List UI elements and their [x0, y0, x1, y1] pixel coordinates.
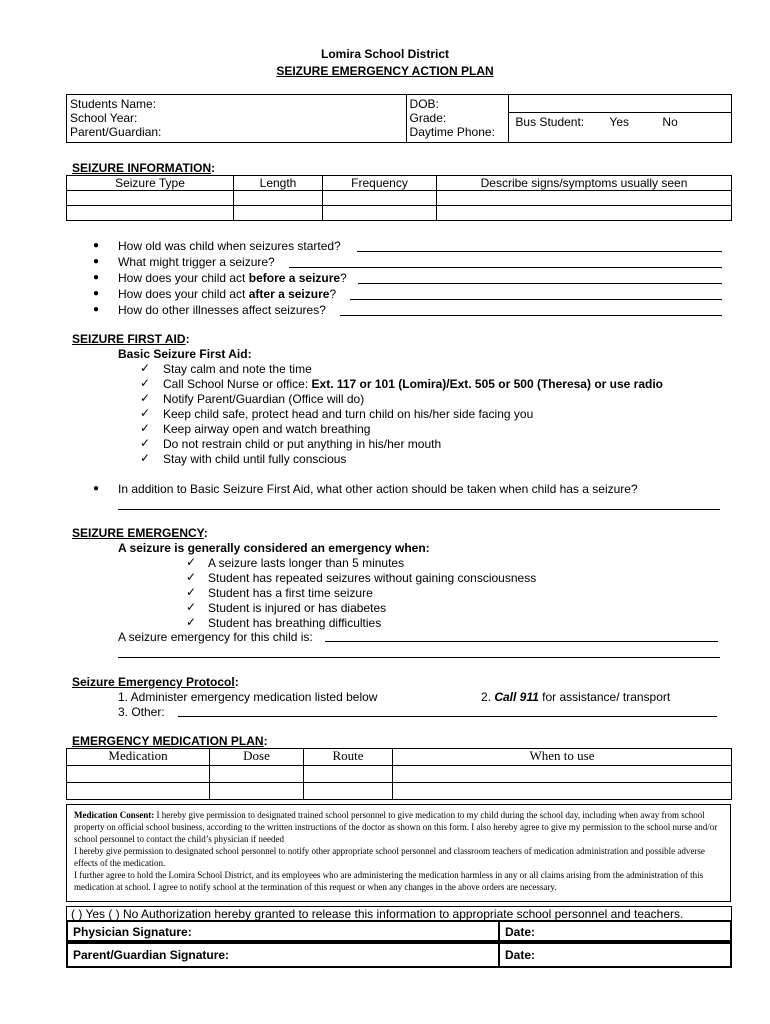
med-plan-heading: EMERGENCY MEDICATION PLAN: — [72, 734, 268, 748]
parent-signature-field[interactable] — [66, 942, 500, 968]
consent-paragraph-2: I hereby give permission to designated school personnel to notify other appropriate school personnel and classroom teachers of medication administration and possible adverse effects of the medication. — [74, 846, 705, 868]
question-illnesses: How do other illnesses affect seizures? — [118, 303, 326, 317]
bullet-icon: ● — [93, 483, 100, 494]
consent-paragraph-1: Medication Consent: I hereby give permission to designated trained school personnel to give medication to my child during the school day, including when away from school property on official school business, according to the written instructions of the doctor as shown on this form. I also hereby agree to give my permission to the school nurse and/or school personnel to contact the child’s physician if needed — [74, 810, 718, 844]
check-icon: ✓ — [186, 570, 197, 584]
col-length: Length — [234, 176, 323, 191]
check-icon: ✓ — [140, 361, 151, 375]
additional-action-question: In addition to Basic Seizure First Aid, what other action should be taken when child has a seizure? — [118, 482, 638, 496]
consent-paragraph-3: I further agree to hold the Lomira School District, and its employees who are administering the medication harmless in any or all claims arising from the administration of this medication at school. I agree to notify school at the termination of this request or when any changes in the above orders are necessary. — [74, 870, 704, 892]
bullet-icon: ● — [93, 304, 100, 315]
authorization-text[interactable]: ( ) Yes ( ) No Authorization hereby granted to release this information to appropriate school personnel and teachers. — [71, 907, 684, 921]
emergency-item: Student has breathing difficulties — [208, 616, 382, 630]
col-when-to-use: When to use — [393, 749, 732, 766]
authorization-row — [66, 906, 732, 920]
answer-line[interactable] — [178, 716, 717, 717]
check-icon: ✓ — [186, 585, 197, 599]
med-cell[interactable] — [304, 783, 393, 800]
bus-no-option[interactable]: No — [662, 115, 678, 129]
bullet-icon: ● — [93, 272, 100, 283]
physician-date-field[interactable] — [498, 920, 732, 942]
first-aid-item: Keep airway open and watch breathing — [163, 422, 371, 436]
seizure-cell[interactable] — [234, 191, 323, 206]
med-cell[interactable] — [67, 783, 210, 800]
answer-line[interactable] — [118, 509, 720, 510]
bullet-icon: ● — [93, 240, 100, 251]
grade-label: Grade: — [409, 111, 447, 125]
med-cell[interactable] — [210, 766, 304, 783]
page-title: SEIZURE EMERGENCY ACTION PLAN — [276, 64, 494, 78]
protocol-item-1[interactable]: 1. Administer emergency medication listed below — [118, 690, 378, 704]
check-icon: ✓ — [140, 376, 151, 390]
first-aid-item: Stay with child until fully conscious — [163, 452, 347, 466]
question-before: How does your child act before a seizure? — [118, 271, 347, 285]
protocol-item-3[interactable]: 3. Other: — [118, 705, 165, 719]
col-frequency: Frequency — [323, 176, 437, 191]
emergency-item: A seizure lasts longer than 5 minutes — [208, 556, 405, 570]
question-after: How does your child act after a seizure? — [118, 287, 337, 301]
check-icon: ✓ — [140, 406, 151, 420]
seizure-cell[interactable] — [437, 191, 732, 206]
check-icon: ✓ — [140, 451, 151, 465]
med-cell[interactable] — [67, 766, 210, 783]
med-cell[interactable] — [210, 783, 304, 800]
check-icon: ✓ — [186, 555, 197, 569]
protocol-item-2[interactable]: 2. Call 911 for assistance/ transport — [481, 690, 671, 704]
answer-line[interactable] — [350, 299, 722, 300]
question-trigger: What might trigger a seizure? — [118, 255, 275, 269]
med-cell[interactable] — [393, 766, 732, 783]
emergency-subheading: A seizure is generally considered an emergency when: — [118, 541, 430, 555]
emergency-item: Student is injured or has diabetes — [208, 601, 387, 615]
col-seizure-type: Seizure Type — [67, 176, 234, 191]
col-route: Route — [304, 749, 393, 766]
first-aid-item: Keep child safe, protect head and turn child on his/her side facing you — [163, 407, 534, 421]
col-signs: Describe signs/symptoms usually seen — [437, 176, 732, 191]
bus-student-label: Bus Student: — [515, 115, 585, 129]
first-aid-item: Do not restrain child or put anything in his/her mouth — [163, 437, 442, 451]
emergency-heading: SEIZURE EMERGENCY: — [72, 526, 208, 540]
med-cell[interactable] — [393, 783, 732, 800]
protocol-heading: Seizure Emergency Protocol: — [72, 675, 239, 689]
physician-signature-field[interactable] — [66, 920, 500, 942]
first-aid-item: Stay calm and note the time — [163, 362, 312, 376]
col-medication: Medication — [67, 749, 210, 766]
dob-label: DOB: — [409, 97, 439, 111]
seizure-cell[interactable] — [323, 191, 437, 206]
answer-line[interactable] — [118, 657, 720, 658]
physician-signature-label: Physician Signature: — [73, 925, 192, 939]
seizure-cell[interactable] — [67, 206, 234, 221]
student-info-mid — [406, 95, 509, 143]
check-icon: ✓ — [140, 421, 151, 435]
col-dose: Dose — [210, 749, 304, 766]
seizure-cell[interactable] — [67, 191, 234, 206]
emergency-item: Student has repeated seizures without gaining consciousness — [208, 571, 537, 585]
bus-yes-option[interactable]: Yes — [609, 115, 629, 129]
seizure-cell[interactable] — [323, 206, 437, 221]
answer-line[interactable] — [358, 283, 722, 284]
district-title: Lomira School District — [320, 47, 450, 61]
question-age: How old was child when seizures started? — [118, 239, 341, 253]
first-aid-subheading: Basic Seizure First Aid: — [118, 347, 252, 361]
student-info-table — [66, 94, 732, 143]
answer-line[interactable] — [289, 267, 722, 268]
first-aid-item: Notify Parent/Guardian (Office will do) — [163, 392, 365, 406]
check-icon: ✓ — [140, 436, 151, 450]
student-info-right — [509, 95, 732, 143]
seizure-cell[interactable] — [234, 206, 323, 221]
emergency-item: Student has a first time seizure — [208, 586, 373, 600]
check-icon: ✓ — [186, 615, 197, 629]
bullet-icon: ● — [93, 256, 100, 267]
parent-date-field[interactable] — [498, 942, 732, 968]
seizure-info-heading: SEIZURE INFORMATION: — [72, 161, 216, 175]
school-year-label: School Year: — [70, 111, 138, 125]
med-cell[interactable] — [304, 766, 393, 783]
med-plan-table — [66, 748, 732, 800]
daytime-phone-label: Daytime Phone: — [409, 125, 495, 139]
student-info-left — [67, 95, 407, 143]
seizure-cell[interactable] — [437, 206, 732, 221]
answer-line[interactable] — [340, 315, 722, 316]
seizure-info-table — [66, 175, 732, 221]
answer-line[interactable] — [357, 251, 722, 252]
check-icon: ✓ — [186, 600, 197, 614]
date-label: Date: — [505, 925, 536, 939]
emergency-for-child-label: A seizure emergency for this child is: — [118, 630, 313, 644]
bullet-icon: ● — [93, 288, 100, 299]
check-icon: ✓ — [140, 391, 151, 405]
answer-line[interactable] — [325, 641, 718, 642]
students-name-label: Students Name: — [70, 97, 157, 111]
medication-consent-box — [66, 804, 731, 902]
date-label: Date: — [505, 948, 536, 962]
parent-guardian-label: Parent/Guardian: — [70, 125, 162, 139]
first-aid-heading: SEIZURE FIRST AID: — [72, 332, 190, 346]
first-aid-item: Call School Nurse or office: Ext. 117 or 101 (Lomira)/Ext. 505 or 500 (Theresa) or use radio — [163, 377, 663, 391]
parent-signature-label: Parent/Guardian Signature: — [73, 948, 230, 962]
